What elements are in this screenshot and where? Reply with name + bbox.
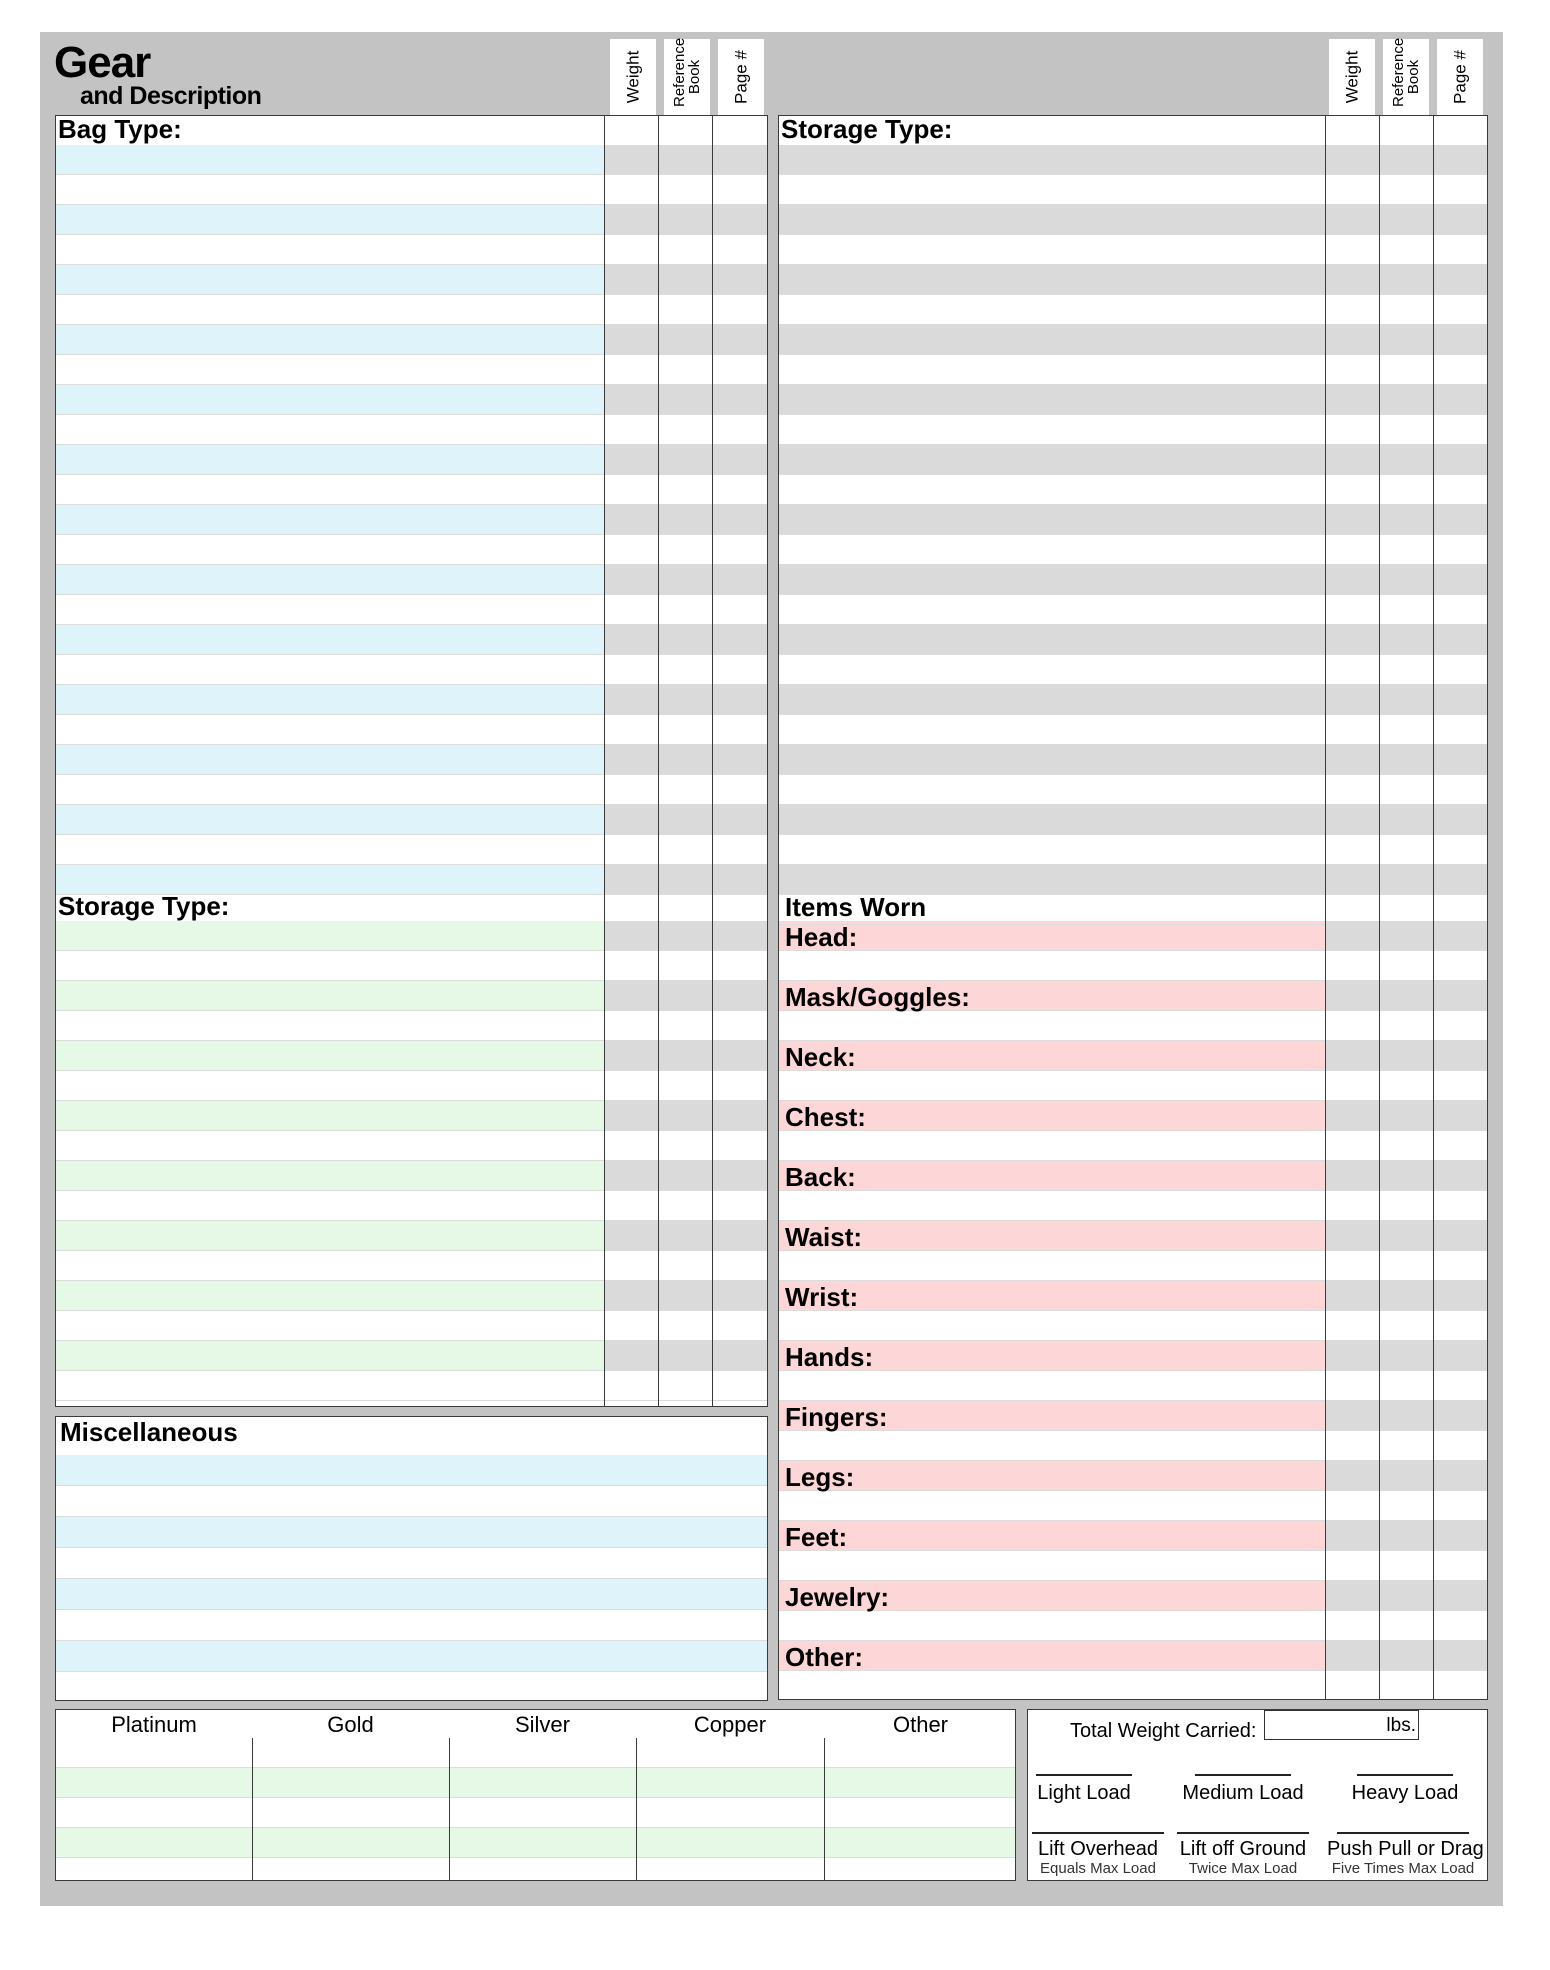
storage-row-right[interactable] [779, 775, 1487, 805]
storage-row-left-columns-fill [604, 1221, 767, 1250]
storage-row-right[interactable] [779, 505, 1487, 535]
worn-slot-back: Back: [785, 1162, 856, 1192]
items-worn-row[interactable] [779, 1491, 1487, 1521]
bag-row[interactable] [56, 475, 767, 505]
storage-row-left[interactable] [56, 1041, 767, 1071]
storage-row-right[interactable] [779, 385, 1487, 415]
worn-slot-fingers: Fingers: [785, 1402, 888, 1432]
currency-row[interactable] [56, 1768, 1015, 1798]
page-column-divider [712, 116, 713, 1406]
storage-row-left[interactable] [56, 981, 767, 1011]
storage-row-right-fill [779, 325, 1487, 354]
currency-column-divider [252, 1738, 253, 1880]
page-number-header-right: Page # [1437, 39, 1483, 115]
reference-column-divider-right [1379, 116, 1380, 1699]
items-worn-row-fill [779, 1521, 1325, 1550]
items-worn-row[interactable] [779, 1131, 1487, 1161]
storage-row-left-fill [56, 921, 604, 950]
storage-row-right[interactable] [779, 625, 1487, 655]
items-worn-row-fill [779, 1161, 1325, 1190]
items-worn-row-columns-fill [1325, 1341, 1487, 1370]
items-worn-row[interactable] [779, 1011, 1487, 1041]
bag-row-columns-fill [604, 625, 767, 654]
misc-row[interactable] [56, 1579, 767, 1610]
bag-row-fill [56, 385, 604, 414]
bag-row-fill [56, 445, 604, 474]
currency-column-divider [636, 1738, 637, 1880]
storage-row-right[interactable] [779, 295, 1487, 325]
misc-row[interactable] [56, 1455, 767, 1486]
storage-row-left-fill [56, 1101, 604, 1130]
storage-row-right[interactable] [779, 325, 1487, 355]
storage-row-left-fill [56, 1041, 604, 1070]
bag-row-fill [56, 325, 604, 354]
storage-row-left-fill [56, 1161, 604, 1190]
storage-row-right[interactable] [779, 475, 1487, 505]
items-worn-row[interactable] [779, 1341, 1487, 1371]
worn-slot-wrist: Wrist: [785, 1282, 859, 1312]
storage-row-left-fill [56, 981, 604, 1010]
load-value-line[interactable] [1195, 1774, 1291, 1776]
items-worn-row-columns-fill [1325, 1401, 1487, 1430]
currency-header-silver: Silver [449, 1710, 636, 1738]
items-worn-row[interactable] [779, 1611, 1487, 1641]
storage-row-right[interactable] [779, 235, 1487, 265]
lift-sublabel: Five Times Max Load [1331, 1860, 1475, 1877]
items-worn-row-fill [779, 1041, 1325, 1070]
bag-row-fill [56, 865, 604, 894]
items-worn-row[interactable] [779, 1191, 1487, 1221]
worn-slot-jewelry: Jewelry: [785, 1582, 890, 1612]
items-worn-row-columns-fill [1325, 981, 1487, 1010]
items-worn-row-columns-fill [1325, 921, 1487, 950]
items-worn-label: Items Worn [785, 892, 927, 922]
items-worn-row[interactable] [779, 1431, 1487, 1461]
storage-row-right[interactable] [779, 145, 1487, 175]
currency-row[interactable] [56, 1798, 1015, 1828]
currency-row[interactable] [56, 1738, 1015, 1768]
bag-row[interactable] [56, 625, 767, 655]
storage-row-left-columns-fill [604, 1041, 767, 1070]
bag-row-fill [56, 565, 604, 594]
storage-row-right-fill [779, 385, 1487, 414]
currency-header-gold: Gold [252, 1710, 449, 1738]
items-worn-row[interactable] [779, 1521, 1487, 1551]
storage-row-left[interactable] [56, 1071, 767, 1101]
storage-row-right[interactable] [779, 805, 1487, 835]
storage-row-left-columns-fill [604, 921, 767, 950]
bag-row-columns-fill [604, 865, 767, 894]
items-worn-row[interactable] [779, 1551, 1487, 1581]
items-worn-row[interactable] [779, 1071, 1487, 1101]
page-column-divider-right [1433, 116, 1434, 1699]
bag-row[interactable] [56, 235, 767, 265]
lift-value-line[interactable] [1032, 1832, 1164, 1834]
misc-row[interactable] [56, 1610, 767, 1641]
storage-row-left[interactable] [56, 1101, 767, 1131]
worn-slot-legs: Legs: [785, 1462, 855, 1492]
bag-row[interactable] [56, 715, 767, 745]
bag-row-columns-fill [604, 505, 767, 534]
storage-row-right[interactable] [779, 745, 1487, 775]
items-worn-row[interactable] [779, 951, 1487, 981]
items-worn-row-columns-fill [1325, 1281, 1487, 1310]
currency-header-other: Other [824, 1710, 1016, 1738]
bag-row-fill [56, 265, 604, 294]
storage-row-left[interactable] [56, 1371, 767, 1401]
storage-row-left-columns-fill [604, 1281, 767, 1310]
bag-row[interactable] [56, 745, 767, 775]
items-worn-row-columns-fill [1325, 1101, 1487, 1130]
bag-row-columns-fill [604, 205, 767, 234]
bag-row[interactable] [56, 505, 767, 535]
storage-row-left[interactable] [56, 1311, 767, 1341]
worn-slot-feet: Feet: [785, 1522, 848, 1552]
items-worn-row-columns-fill [1325, 1221, 1487, 1250]
bag-row-fill [56, 745, 604, 774]
misc-row-fill [56, 1579, 767, 1609]
storage-row-left-fill [56, 1341, 604, 1370]
bag-row[interactable] [56, 835, 767, 865]
weight-header-left: Weight [610, 39, 656, 115]
worn-slot-other: Other: [785, 1642, 863, 1672]
reference-column-divider [658, 116, 659, 1406]
storage-row-right-fill [779, 805, 1487, 834]
currency-header-platinum: Platinum [56, 1710, 252, 1738]
load-label-medium: Medium Load [1182, 1782, 1304, 1804]
bag-row-columns-fill [604, 805, 767, 834]
bag-row[interactable] [56, 265, 767, 295]
lift-label: Lift Overhead [1037, 1838, 1159, 1860]
storage-row-right-fill [779, 625, 1487, 654]
currency-column-divider [449, 1738, 450, 1880]
load-panel [1027, 1709, 1488, 1881]
storage-row-left-fill [56, 1281, 604, 1310]
right-storage-type-label: Storage Type: [781, 115, 953, 144]
page-title: Gear [54, 38, 151, 87]
worn-slot-neck: Neck: [785, 1042, 856, 1072]
storage-row-right[interactable] [779, 415, 1487, 445]
storage-row-right[interactable] [779, 355, 1487, 385]
items-worn-row[interactable] [779, 1311, 1487, 1341]
storage-row-right[interactable] [779, 685, 1487, 715]
storage-row-left-fill [56, 1221, 604, 1250]
misc-row[interactable] [56, 1672, 767, 1701]
worn-slot-waist: Waist: [785, 1222, 863, 1252]
storage-row-right-fill [779, 565, 1487, 594]
bag-row[interactable] [56, 655, 767, 685]
load-value-line[interactable] [1036, 1774, 1132, 1776]
currency-header-copper: Copper [636, 1710, 824, 1738]
bag-row-fill [56, 625, 604, 654]
worn-slot-hands: Hands: [785, 1342, 874, 1372]
storage-row-right-fill [779, 265, 1487, 294]
storage-row-right-fill [779, 145, 1487, 174]
right-gear-panel [778, 115, 1488, 1700]
bag-row[interactable] [56, 175, 767, 205]
items-worn-row[interactable] [779, 1161, 1487, 1191]
bag-row[interactable] [56, 355, 767, 385]
bag-row-columns-fill [604, 265, 767, 294]
storage-row-left[interactable] [56, 921, 767, 951]
bag-row-columns-fill [604, 565, 767, 594]
items-worn-row-columns-fill [1325, 1161, 1487, 1190]
items-worn-row-columns-fill [1325, 1461, 1487, 1490]
storage-row-left-columns-fill [604, 1341, 767, 1370]
currency-row-fill [56, 1828, 1015, 1857]
storage-row-left-columns-fill [604, 1161, 767, 1190]
page-number-header-left: Page # [718, 39, 764, 115]
items-worn-row[interactable] [779, 1041, 1487, 1071]
weight-column-divider [604, 116, 605, 1406]
load-value-line[interactable] [1357, 1774, 1453, 1776]
storage-row-left[interactable] [56, 1341, 767, 1371]
bag-row[interactable] [56, 685, 767, 715]
storage-row-right[interactable] [779, 175, 1487, 205]
miscellaneous-panel [55, 1416, 768, 1701]
bag-row[interactable] [56, 775, 767, 805]
bag-row[interactable] [56, 295, 767, 325]
storage-row-right[interactable] [779, 535, 1487, 565]
bag-row-fill [56, 205, 604, 234]
items-worn-row-fill [779, 1281, 1325, 1310]
items-worn-row-fill [779, 1461, 1325, 1490]
items-worn-row-columns-fill [1325, 1581, 1487, 1610]
items-worn-row[interactable] [779, 1281, 1487, 1311]
storage-row-left[interactable] [56, 1221, 767, 1251]
bag-row-fill [56, 685, 604, 714]
bag-row[interactable] [56, 415, 767, 445]
bag-row-columns-fill [604, 325, 767, 354]
items-worn-row-columns-fill [1325, 1521, 1487, 1550]
currency-panel [55, 1709, 1016, 1881]
total-weight-label: Total Weight Carried: [1070, 1720, 1257, 1742]
reference-book-header-right: Reference Book [1383, 39, 1429, 115]
worn-slot-chest: Chest: [785, 1102, 866, 1132]
miscellaneous-label: Miscellaneous [60, 1417, 238, 1447]
reference-book-header-left: Reference Book [664, 39, 710, 115]
bag-row-fill [56, 805, 604, 834]
bag-row[interactable] [56, 325, 767, 355]
currency-row[interactable] [56, 1858, 1015, 1881]
bag-row-columns-fill [604, 745, 767, 774]
items-worn-row[interactable] [779, 1671, 1487, 1700]
storage-row-right[interactable] [779, 835, 1487, 865]
storage-row-left-columns-fill [604, 1101, 767, 1130]
worn-slot-head: Head: [785, 922, 858, 952]
misc-row-fill [56, 1455, 767, 1485]
storage-row-right-fill [779, 745, 1487, 774]
currency-column-divider [824, 1738, 825, 1880]
storage-row-right[interactable] [779, 865, 1487, 895]
items-worn-row-columns-fill [1325, 1041, 1487, 1070]
storage-row-right[interactable] [779, 265, 1487, 295]
lift-label: Lift off Ground [1179, 1838, 1307, 1860]
weight-unit-label: lbs. [1386, 1715, 1416, 1736]
lift-value-line[interactable] [1337, 1832, 1469, 1834]
misc-row-fill [56, 1641, 767, 1671]
items-worn-row-columns-fill [1325, 1641, 1487, 1670]
lift-label: Push Pull or Drag [1327, 1838, 1484, 1860]
bag-row[interactable] [56, 385, 767, 415]
bag-row-columns-fill [604, 145, 767, 174]
bag-row[interactable] [56, 565, 767, 595]
items-worn-row[interactable] [779, 1461, 1487, 1491]
load-label-light: Light Load [1037, 1782, 1131, 1804]
weight-column-divider-right [1325, 116, 1326, 1699]
storage-row-right-fill [779, 505, 1487, 534]
gear-sheet [40, 32, 1503, 1906]
bag-type-label: Bag Type: [58, 115, 182, 144]
storage-row-left[interactable] [56, 1131, 767, 1161]
bag-row[interactable] [56, 205, 767, 235]
left-storage-type-label: Storage Type: [58, 891, 230, 921]
storage-row-right[interactable] [779, 565, 1487, 595]
bag-row[interactable] [56, 805, 767, 835]
misc-row[interactable] [56, 1486, 767, 1517]
page-subtitle: and Description [80, 82, 262, 110]
bag-row-columns-fill [604, 385, 767, 414]
items-worn-row[interactable] [779, 921, 1487, 951]
bag-row[interactable] [56, 595, 767, 625]
bag-row[interactable] [56, 445, 767, 475]
left-gear-panel [55, 115, 768, 1407]
worn-slot-maskgoggles: Mask/Goggles: [785, 982, 970, 1012]
misc-row-fill [56, 1517, 767, 1547]
storage-row-left[interactable] [56, 1161, 767, 1191]
bag-row[interactable] [56, 535, 767, 565]
load-label-heavy: Heavy Load [1351, 1782, 1459, 1804]
storage-row-right-fill [779, 445, 1487, 474]
items-worn-row-fill [779, 921, 1325, 950]
storage-row-left[interactable] [56, 951, 767, 981]
storage-row-right[interactable] [779, 445, 1487, 475]
bag-row-fill [56, 145, 604, 174]
currency-row[interactable] [56, 1828, 1015, 1858]
storage-row-right-fill [779, 865, 1487, 894]
items-worn-row[interactable] [779, 1251, 1487, 1281]
items-worn-row[interactable] [779, 1641, 1487, 1671]
bag-row-columns-fill [604, 685, 767, 714]
misc-row[interactable] [56, 1517, 767, 1548]
storage-row-right[interactable] [779, 655, 1487, 685]
lift-sublabel: Twice Max Load [1188, 1860, 1298, 1877]
storage-row-right-fill [779, 205, 1487, 234]
storage-row-right-fill [779, 685, 1487, 714]
storage-row-right[interactable] [779, 715, 1487, 745]
items-worn-row[interactable] [779, 1371, 1487, 1401]
items-worn-row[interactable] [779, 1101, 1487, 1131]
misc-row[interactable] [56, 1641, 767, 1672]
storage-row-right[interactable] [779, 205, 1487, 235]
storage-row-left[interactable] [56, 1011, 767, 1041]
total-weight-field[interactable] [1264, 1710, 1419, 1740]
bag-row-fill [56, 505, 604, 534]
bag-row-columns-fill [604, 445, 767, 474]
storage-row-left-columns-fill [604, 981, 767, 1010]
storage-row-right[interactable] [779, 595, 1487, 625]
storage-row-left[interactable] [56, 1191, 767, 1221]
storage-row-left[interactable] [56, 1281, 767, 1311]
storage-row-left[interactable] [56, 1251, 767, 1281]
items-worn-row[interactable] [779, 1221, 1487, 1251]
lift-value-line[interactable] [1177, 1832, 1309, 1834]
bag-row[interactable] [56, 145, 767, 175]
weight-header-right: Weight [1329, 39, 1375, 115]
lift-sublabel: Equals Max Load [1040, 1860, 1156, 1877]
misc-row[interactable] [56, 1548, 767, 1579]
currency-row-fill [56, 1768, 1015, 1797]
